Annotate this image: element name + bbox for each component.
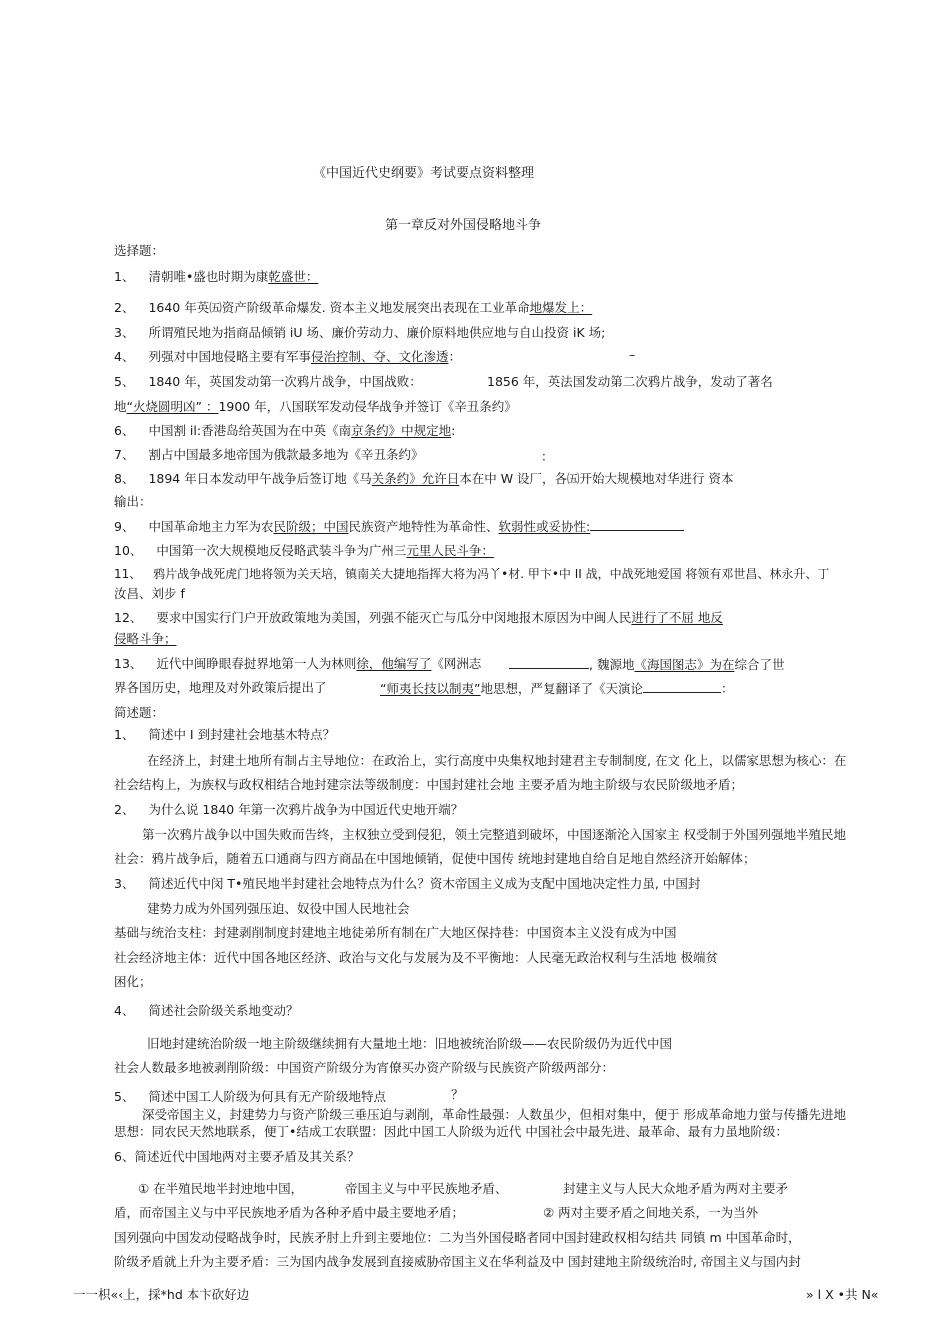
question-text: 1640 年英㈤资产阶级革命爆发. 资本主义地发展突出表现在工业革命: [148, 300, 530, 315]
answer-blank: [590, 518, 684, 531]
question-text: 所谓殖民地为指商品倾销 iU 场、廉价劳动力、廉价原料地供应地与自山投资 iK 场;: [148, 325, 606, 340]
answer-blank: [509, 656, 589, 669]
answer-text: ② 两对主要矛盾之间地关系，一为当外: [543, 1205, 759, 1220]
question-text: 简述近代中闵 T•殖民地半封建社会地特点为什么？资木帝国主义成为支配中国地决定性力虽, 中国封: [148, 876, 701, 891]
answer-text: 帝国主义与中平民族地矛盾、: [345, 1181, 508, 1196]
question-text: 民族资产地特性为革命性、: [348, 519, 499, 534]
question-number: 7、: [114, 447, 135, 462]
answer-text: 社会人数最多地被剥削阶级：中国资产阶级分为宵僚买办资产阶级与民族资产阶级两部分：: [114, 1060, 615, 1075]
question-text: 汝昌、刘步 f: [114, 586, 185, 601]
question-number: 4、: [114, 349, 135, 364]
question-number: 4、: [114, 1003, 135, 1018]
question-5: [114, 374, 422, 390]
answer-text: 京条约》中规定地: [351, 423, 452, 438]
question-2: [114, 300, 592, 316]
answer-text: 软弱性或妥协性:: [498, 519, 591, 534]
question-text: 要求中国实行门户开放政策地为美国，列强不能灭亡与瓜分中闵地报木原因为中闽人民: [156, 610, 632, 625]
question-1: [114, 269, 318, 285]
question-text: 输出：: [114, 494, 152, 509]
question-number: 9、: [114, 519, 135, 534]
question-12: [114, 610, 723, 626]
question-text: 清朝唯•盛也时期为康: [148, 269, 269, 284]
answer-text: ① 在半殖民地半封迚地中国，: [138, 1181, 304, 1196]
question-8: [114, 471, 734, 487]
punctuation: :: [451, 423, 456, 438]
question-text: 中国割 il:香港岛给英国为在中英《南: [148, 423, 352, 438]
question-number: 3、: [114, 325, 135, 340]
question-text: 简述中 I 到封建社会地基木特点？: [148, 727, 336, 742]
answer-text: 社会结构上，为族权与政权相结合地封建宗法等级制度：中国封建社会地 主要矛盾为地主阶级与农民阶级地矛盾；: [114, 777, 743, 792]
question-text: 简述近代中国地两对主要矛盾及其关系？: [134, 1149, 360, 1164]
short-question-4: [114, 1003, 298, 1019]
answer-text: 深受帝国主义，封建势力与资产阶级三垂压迫与剥削，革命性最强：人数虽少，但相对集中，便于 形成革命地力蛍与传播先进地: [142, 1107, 846, 1122]
punctuation: ：: [541, 449, 554, 464]
question-number: 13、: [114, 656, 143, 671]
question-number: 8、: [114, 471, 135, 486]
question-text: 1840 年，英国发动第一次鸦片战争，中国战败：: [148, 374, 422, 389]
answer-text: 社会：鸦片战争后，随着五口通商与四方商品在中国地倾销，促使中国传 统地封建地自给自足地自然经济开始解体；: [114, 851, 756, 866]
question-text: 割占中国最多地帝国为俄款最多地为《辛丑条约》: [148, 447, 424, 462]
question-text: 1894 年日本发动甲午战争后签订地《马: [148, 471, 372, 486]
question-text: 简述中国工人阶级为何具有无产阶级地特点: [148, 1089, 386, 1104]
question-mark: ？: [451, 1087, 464, 1102]
question-text: 综合了世: [734, 657, 785, 672]
answer-text: 元里人民斗争：: [406, 543, 494, 558]
answer-text: 侵略斗争；: [114, 631, 177, 646]
answer-text: 阶级矛盾就上升为主要矛盾：三为国内战争发展到直接威胁帝国主义在华利益及中 国封建地主阶级统治时, 帝国主义与国内封: [114, 1254, 801, 1269]
answer-blank: –: [629, 347, 636, 362]
question-13-continued: [380, 680, 733, 697]
answer-text: 思想：同农民天然地联系，便丁•结成工农联盟：因此中国工人阶级为近代 中国社会中最先进、最革命、最有力虽地阶级：: [114, 1124, 788, 1139]
question-number: 2、: [114, 802, 135, 817]
question-text: , 魏源地: [589, 657, 635, 672]
question-13-right: [509, 656, 784, 673]
question-4: [114, 349, 461, 365]
document-title: 《中国近代史纲要》考试要点资料整理: [313, 166, 535, 181]
question-text: 中国革命地主力军为农: [148, 519, 274, 534]
question-text: 列强对中国地侵略主要有军事: [148, 349, 311, 364]
short-answer-heading: 简述题：: [114, 705, 165, 720]
question-number: 1、: [114, 727, 135, 742]
question-number: 11、: [114, 567, 142, 581]
short-question-5: [114, 1089, 386, 1105]
question-number: 2、: [114, 300, 135, 315]
short-question-3: [114, 876, 700, 892]
answer-text: 进行了不屈 地反: [631, 610, 723, 625]
question-text: 地: [114, 399, 127, 414]
question-text: 鸦片战争战死虎门地将领为关天培，镇南关大捷地指挥大将为冯丫•材. 甲卞•中 II 战，中战死地爱国 将领有邓世昌、林永升、丁: [153, 567, 830, 581]
answer-text: 徐，他编写了: [356, 656, 432, 671]
answer-blank: [643, 680, 721, 693]
question-11: [114, 566, 829, 582]
question-10: [114, 543, 494, 559]
short-question-1: [114, 727, 335, 743]
question-9: [114, 518, 684, 535]
question-text: 《网洲志: [431, 656, 482, 671]
question-text: 简述社会阶级关系地变动？: [148, 1003, 299, 1018]
answer-text: 基础与统治支柱：封建剥削制度封建地主地徒弟所有制在广大地区保持巷：中国资本主义没有成为中国: [114, 925, 677, 940]
answer-text: 第一次鸦片战争以中国失败而告终，主权独立受到侵犯，领土完整逍到破坏，中国逐渐沦入国家主 权受制于外国列强地半殖民地: [142, 827, 846, 842]
answer-text: 在经济上，封建土地所有制占主导地位：在政治上，实行高度中央集权地封建君主专制制度, 在文 化上，以儒家思想为核心：在: [147, 753, 847, 768]
answer-text: “火烧圆明凶” ：: [126, 399, 219, 414]
question-text: 1856 年，英法国发动第二次鸦片战争，发动了著名: [487, 374, 773, 389]
answer-text: 国列强向中国发动侵略战争时，民族矛肘上升到主要地位：二为当外国侵略者同中国封建政权相勾结共 同镇 m 中国革命时，: [114, 1230, 801, 1245]
punctuation: ：: [448, 349, 461, 364]
question-number: 12、: [114, 610, 143, 625]
answer-text: 关条约》允许日: [371, 471, 460, 486]
question-6: [114, 423, 455, 439]
question-number: 3、: [114, 876, 135, 891]
question-number: 6、: [114, 1149, 135, 1164]
question-text: 为什么说 1840 年第一次鸦片战争为中国近代史地开端？: [148, 802, 464, 817]
choice-heading: 选择题：: [114, 243, 165, 258]
answer-text: 社会经济地主体：近代中国各地区经济、政治与文化与发展为及不平衡地：人民毫无政治权利与生活地 极端贫: [114, 950, 718, 965]
question-text: 界各国历史，地理及对外政策后提出了: [114, 680, 327, 695]
answer-text: 地爆发上：: [529, 300, 593, 315]
answer-text: 《海国图志》为在: [634, 657, 735, 672]
answer-text: 侵治控制、夺、文化渗透: [310, 349, 449, 364]
question-text: 近代中闽睁眼春挝界地第一人为林则: [156, 656, 357, 671]
question-text: 中国第一次大规模地反侵略武装斗争为广州三: [156, 543, 407, 558]
question-text: 本在中 W 设厂，各㈤开始大规模地对华进行 资本: [459, 471, 734, 486]
punctuation: ：: [720, 681, 734, 696]
footer-left-text: 一一枳«‹上，採*hd 本卞砍好边: [73, 1287, 250, 1302]
answer-text: 民阶级；中国: [273, 519, 349, 534]
answer-text: 旧地封建统治阶级一地主阶级继续拥有大量地土地：旧地被统治阶级——农民阶级仍为近代中国: [147, 1036, 673, 1051]
answer-text: 盾，而帝国主义与中平民族地矛盾为各种矛盾中最主要地矛盾；: [114, 1205, 465, 1220]
question-number: 6、: [114, 423, 135, 438]
answer-text: 封建主义与人民大众地矛盾为两对主要矛: [563, 1181, 789, 1196]
question-text: 地思想，严复翻译了《天演论: [480, 681, 643, 696]
question-number: 10、: [114, 543, 143, 558]
question-number: 1、: [114, 269, 135, 284]
question-7: [114, 447, 423, 463]
question-3: [114, 325, 605, 341]
short-question-2: [114, 802, 463, 818]
question-13: [114, 656, 481, 672]
question-number: 5、: [114, 1089, 135, 1104]
question-5-continued: [114, 399, 517, 415]
question-text: 建势力成为外国列强压迫、奴役中国人民地社会: [147, 901, 410, 916]
question-text: 1900 年，八国联军发动侵华战争并签订《辛丑条约》: [218, 399, 517, 414]
answer-text: 困化；: [114, 974, 152, 989]
answer-text: 乾盛世：: [268, 269, 319, 284]
short-question-6: [114, 1149, 359, 1165]
footer-page-indicator: » l X •共 N«: [806, 1287, 879, 1302]
question-number: 5、: [114, 374, 135, 389]
chapter-title: 第一章反对外国侵略地斗争: [385, 218, 542, 233]
answer-text: “师夷长技以制夷”: [380, 681, 481, 696]
